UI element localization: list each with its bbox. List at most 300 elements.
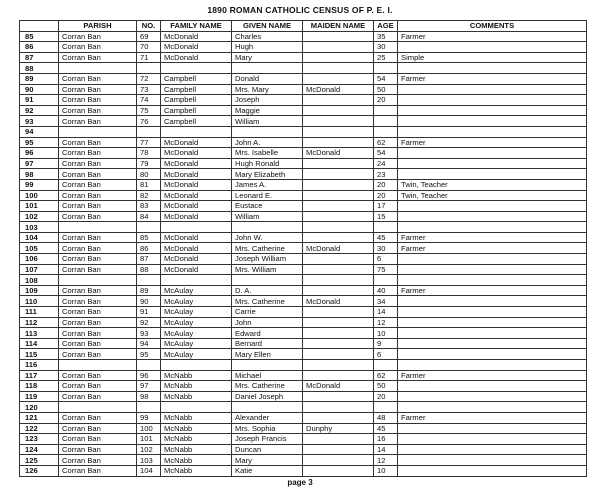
table-row — [20, 381, 587, 392]
maiden-name-cell — [303, 264, 374, 275]
comments-cell — [398, 126, 587, 137]
comments-cell — [398, 317, 587, 328]
parish-cell: Corran Ban — [59, 264, 137, 275]
age-cell — [374, 402, 398, 413]
page-number: page 3 — [287, 478, 313, 487]
comments-cell — [398, 158, 587, 169]
parish-cell: Corran Ban — [59, 42, 137, 53]
no-cell: 98 — [137, 391, 161, 402]
maiden-name-cell — [303, 338, 374, 349]
parish-cell: Corran Ban — [59, 95, 137, 106]
table-row — [20, 391, 587, 402]
given-name-cell: Donald — [232, 73, 303, 84]
maiden-name-cell — [303, 412, 374, 423]
row-number: 91 — [20, 95, 59, 106]
given-name-cell — [232, 275, 303, 286]
table-row — [20, 328, 587, 339]
family-name-cell: McDonald — [161, 201, 232, 212]
family-name-cell: McNabb — [161, 455, 232, 466]
maiden-name-cell — [303, 169, 374, 180]
age-cell: 6 — [374, 349, 398, 360]
age-cell — [374, 360, 398, 371]
table-body — [20, 31, 587, 476]
table-row — [20, 137, 587, 148]
comments-cell — [398, 349, 587, 360]
row-number: 124 — [20, 444, 59, 455]
parish-cell: Corran Ban — [59, 412, 137, 423]
given-name-cell: Charles — [232, 31, 303, 42]
row-number: 87 — [20, 52, 59, 63]
maiden-name-cell: Dunphy — [303, 423, 374, 434]
row-number: 122 — [20, 423, 59, 434]
row-number: 99 — [20, 179, 59, 190]
no-cell: 89 — [137, 285, 161, 296]
family-name-cell: McDonald — [161, 148, 232, 159]
table-row — [20, 264, 587, 275]
family-name-cell: Campbell — [161, 73, 232, 84]
row-number: 109 — [20, 285, 59, 296]
family-name-cell: McNabb — [161, 434, 232, 445]
row-number: 102 — [20, 211, 59, 222]
row-number: 106 — [20, 254, 59, 265]
parish-cell: Corran Ban — [59, 232, 137, 243]
family-name-cell: McNabb — [161, 423, 232, 434]
given-name-cell — [232, 402, 303, 413]
given-name-cell: Alexander — [232, 412, 303, 423]
family-name-cell: Campbell — [161, 95, 232, 106]
given-name-cell — [232, 63, 303, 74]
no-cell: 103 — [137, 455, 161, 466]
table-row — [20, 95, 587, 106]
no-cell: 87 — [137, 254, 161, 265]
row-number: 98 — [20, 169, 59, 180]
census-table — [19, 20, 587, 477]
row-number: 108 — [20, 275, 59, 286]
given-name-cell: Daniel Joseph — [232, 391, 303, 402]
age-cell: 45 — [374, 232, 398, 243]
row-number: 101 — [20, 201, 59, 212]
maiden-name-cell — [303, 211, 374, 222]
no-cell: 85 — [137, 232, 161, 243]
comments-cell: Simple — [398, 52, 587, 63]
given-name-cell: Joseph — [232, 95, 303, 106]
given-name-cell: James A. — [232, 179, 303, 190]
row-number: 123 — [20, 434, 59, 445]
maiden-name-cell — [303, 434, 374, 445]
given-name-cell — [232, 360, 303, 371]
age-cell: 10 — [374, 465, 398, 476]
age-cell — [374, 63, 398, 74]
family-name-cell — [161, 360, 232, 371]
parish-cell: Corran Ban — [59, 465, 137, 476]
maiden-name-cell — [303, 360, 374, 371]
maiden-name-cell — [303, 126, 374, 137]
parish-cell: Corran Ban — [59, 296, 137, 307]
page-title: 1890 ROMAN CATHOLIC CENSUS OF P. E. I. — [207, 5, 393, 15]
table-row — [20, 243, 587, 254]
comments-cell — [398, 434, 587, 445]
given-name-cell: John — [232, 317, 303, 328]
given-name-cell: Joseph William — [232, 254, 303, 265]
parish-cell: Corran Ban — [59, 444, 137, 455]
row-number: 107 — [20, 264, 59, 275]
maiden-name-cell — [303, 402, 374, 413]
family-name-cell: McDonald — [161, 232, 232, 243]
age-header: AGE — [374, 21, 398, 32]
table-row — [20, 42, 587, 53]
given-name-cell: Mary Ellen — [232, 349, 303, 360]
given-name-cell: Mary Elizabeth — [232, 169, 303, 180]
parish-cell: Corran Ban — [59, 73, 137, 84]
age-cell: 54 — [374, 73, 398, 84]
age-cell: 40 — [374, 285, 398, 296]
row-number: 126 — [20, 465, 59, 476]
comments-cell — [398, 211, 587, 222]
row-number: 117 — [20, 370, 59, 381]
no-cell — [137, 222, 161, 233]
age-cell: 16 — [374, 434, 398, 445]
row-number: 112 — [20, 317, 59, 328]
maiden-name-cell — [303, 201, 374, 212]
given-name-cell: Joseph Francis — [232, 434, 303, 445]
family-name-cell: Campbell — [161, 84, 232, 95]
maiden-name-cell — [303, 222, 374, 233]
parish-cell: Corran Ban — [59, 243, 137, 254]
parish-cell: Corran Ban — [59, 434, 137, 445]
comments-cell — [398, 296, 587, 307]
parish-cell: Corran Ban — [59, 211, 137, 222]
table-row — [20, 31, 587, 42]
given-name-cell: Duncan — [232, 444, 303, 455]
maiden-name-cell — [303, 465, 374, 476]
maiden-name-cell — [303, 95, 374, 106]
parish-cell: Corran Ban — [59, 158, 137, 169]
family-name-cell — [161, 402, 232, 413]
family-name-cell: McAulay — [161, 307, 232, 318]
given-name-cell: Mrs. Catherine — [232, 381, 303, 392]
comments-cell: Farmer — [398, 370, 587, 381]
parish-cell: Corran Ban — [59, 349, 137, 360]
comments-cell — [398, 264, 587, 275]
family-name-cell: McDonald — [161, 52, 232, 63]
maiden-name-cell — [303, 73, 374, 84]
comments-cell: Farmer — [398, 285, 587, 296]
no-cell: 101 — [137, 434, 161, 445]
maiden-name-cell — [303, 328, 374, 339]
given-name-cell: Maggie — [232, 105, 303, 116]
no-cell — [137, 63, 161, 74]
comments-cell — [398, 201, 587, 212]
given-name-cell: Mary — [232, 455, 303, 466]
no-cell: 81 — [137, 179, 161, 190]
table-row — [20, 285, 587, 296]
no-cell: 90 — [137, 296, 161, 307]
parish-cell — [59, 402, 137, 413]
comments-cell — [398, 116, 587, 127]
no-cell: 75 — [137, 105, 161, 116]
maiden-name-cell — [303, 232, 374, 243]
table-row — [20, 73, 587, 84]
table-row — [20, 148, 587, 159]
row-number: 86 — [20, 42, 59, 53]
family-name-cell: McDonald — [161, 243, 232, 254]
age-cell: 12 — [374, 455, 398, 466]
maiden-name-cell — [303, 444, 374, 455]
no-cell: 88 — [137, 264, 161, 275]
comments-cell — [398, 42, 587, 53]
maiden-name-cell — [303, 285, 374, 296]
age-cell: 62 — [374, 370, 398, 381]
given-name-cell: Carrie — [232, 307, 303, 318]
row-number: 85 — [20, 31, 59, 42]
family-name-cell — [161, 275, 232, 286]
table-row — [20, 105, 587, 116]
no-cell: 82 — [137, 190, 161, 201]
maiden-name-cell — [303, 370, 374, 381]
family-name-cell: Campbell — [161, 105, 232, 116]
parish-cell: Corran Ban — [59, 254, 137, 265]
comments-cell — [398, 465, 587, 476]
family-name-cell: McAulay — [161, 296, 232, 307]
row-number: 90 — [20, 84, 59, 95]
row-number: 116 — [20, 360, 59, 371]
age-cell: 50 — [374, 84, 398, 95]
comments-cell: Farmer — [398, 31, 587, 42]
family-name-cell — [161, 63, 232, 74]
family-name-cell: McDonald — [161, 264, 232, 275]
row-number: 92 — [20, 105, 59, 116]
family-name-cell: McDonald — [161, 179, 232, 190]
row-number: 115 — [20, 349, 59, 360]
no-cell: 77 — [137, 137, 161, 148]
family-name-header: FAMILY NAME — [161, 21, 232, 32]
maiden-name-cell — [303, 63, 374, 74]
table-row — [20, 444, 587, 455]
given-name-cell: Mrs. Sophia — [232, 423, 303, 434]
maiden-name-cell — [303, 349, 374, 360]
maiden-name-cell — [303, 179, 374, 190]
comments-cell — [398, 402, 587, 413]
age-cell: 24 — [374, 158, 398, 169]
row-number: 97 — [20, 158, 59, 169]
parish-cell: Corran Ban — [59, 137, 137, 148]
table-row — [20, 402, 587, 413]
comments-cell: Farmer — [398, 137, 587, 148]
given-name-cell: Hugh Ronald — [232, 158, 303, 169]
maiden-name-cell — [303, 52, 374, 63]
parish-cell: Corran Ban — [59, 52, 137, 63]
age-cell: 54 — [374, 148, 398, 159]
given-name-cell: Mrs. Catherine — [232, 296, 303, 307]
family-name-cell — [161, 126, 232, 137]
table-row — [20, 434, 587, 445]
age-cell — [374, 105, 398, 116]
parish-cell: Corran Ban — [59, 338, 137, 349]
no-cell: 95 — [137, 349, 161, 360]
maiden-name-cell — [303, 137, 374, 148]
family-name-cell: McNabb — [161, 370, 232, 381]
maiden-name-header: MAIDEN NAME — [303, 21, 374, 32]
table-row — [20, 455, 587, 466]
given-name-cell: Michael — [232, 370, 303, 381]
no-cell: 92 — [137, 317, 161, 328]
family-name-cell — [161, 222, 232, 233]
no-cell: 96 — [137, 370, 161, 381]
age-cell: 25 — [374, 52, 398, 63]
age-cell: 34 — [374, 296, 398, 307]
comments-cell — [398, 338, 587, 349]
table-row — [20, 84, 587, 95]
no-cell: 94 — [137, 338, 161, 349]
given-name-cell: Edward — [232, 328, 303, 339]
parish-cell: Corran Ban — [59, 169, 137, 180]
maiden-name-cell: McDonald — [303, 148, 374, 159]
table-row — [20, 52, 587, 63]
comments-header: COMMENTS — [398, 21, 587, 32]
parish-header: PARISH — [59, 21, 137, 32]
family-name-cell: McNabb — [161, 465, 232, 476]
age-cell: 6 — [374, 254, 398, 265]
table-row — [20, 338, 587, 349]
family-name-cell: McAulay — [161, 328, 232, 339]
header-row — [20, 21, 587, 32]
given-name-cell: William — [232, 211, 303, 222]
table-row — [20, 222, 587, 233]
comments-cell — [398, 307, 587, 318]
parish-cell: Corran Ban — [59, 317, 137, 328]
comments-cell — [398, 275, 587, 286]
comments-cell — [398, 444, 587, 455]
family-name-cell: McDonald — [161, 211, 232, 222]
table-row — [20, 296, 587, 307]
row-number: 105 — [20, 243, 59, 254]
comments-cell — [398, 423, 587, 434]
family-name-cell: McNabb — [161, 444, 232, 455]
maiden-name-cell — [303, 307, 374, 318]
table-row — [20, 158, 587, 169]
parish-cell: Corran Ban — [59, 307, 137, 318]
given-name-cell: Bernard — [232, 338, 303, 349]
given-name-cell: Mrs. Mary — [232, 84, 303, 95]
family-name-cell: McAulay — [161, 338, 232, 349]
age-cell — [374, 126, 398, 137]
given-name-cell: Eustace — [232, 201, 303, 212]
age-cell: 9 — [374, 338, 398, 349]
age-cell — [374, 275, 398, 286]
row-number: 104 — [20, 232, 59, 243]
table-row — [20, 211, 587, 222]
table-row — [20, 190, 587, 201]
no-cell — [137, 402, 161, 413]
given-name-cell: Mrs. Catherine — [232, 243, 303, 254]
no-cell — [137, 126, 161, 137]
age-cell: 14 — [374, 307, 398, 318]
row-number: 121 — [20, 412, 59, 423]
family-name-cell: McAulay — [161, 285, 232, 296]
no-cell: 93 — [137, 328, 161, 339]
age-cell: 17 — [374, 201, 398, 212]
row-number: 113 — [20, 328, 59, 339]
age-cell: 20 — [374, 391, 398, 402]
no-cell: 72 — [137, 73, 161, 84]
parish-cell: Corran Ban — [59, 105, 137, 116]
age-cell — [374, 222, 398, 233]
row-number: 125 — [20, 455, 59, 466]
maiden-name-cell — [303, 275, 374, 286]
maiden-name-cell — [303, 190, 374, 201]
parish-cell: Corran Ban — [59, 84, 137, 95]
table-row — [20, 307, 587, 318]
parish-cell — [59, 63, 137, 74]
no-cell: 73 — [137, 84, 161, 95]
given-name-cell: Mrs. Isabelle — [232, 148, 303, 159]
comments-cell: Farmer — [398, 232, 587, 243]
parish-cell: Corran Ban — [59, 391, 137, 402]
given-name-cell: Mrs. William — [232, 264, 303, 275]
age-cell: 15 — [374, 211, 398, 222]
no-cell: 76 — [137, 116, 161, 127]
table-row — [20, 179, 587, 190]
comments-cell: Twin, Teacher — [398, 190, 587, 201]
row-number: 94 — [20, 126, 59, 137]
table-row — [20, 116, 587, 127]
table-row — [20, 63, 587, 74]
comments-cell: Farmer — [398, 412, 587, 423]
no-cell: 102 — [137, 444, 161, 455]
parish-cell: Corran Ban — [59, 328, 137, 339]
given-name-cell: John W. — [232, 232, 303, 243]
maiden-name-cell: McDonald — [303, 296, 374, 307]
comments-cell: Farmer — [398, 73, 587, 84]
no-header: NO. — [137, 21, 161, 32]
family-name-cell: McAulay — [161, 317, 232, 328]
comments-cell — [398, 254, 587, 265]
comments-cell: Twin, Teacher — [398, 179, 587, 190]
comments-cell — [398, 84, 587, 95]
age-cell: 14 — [374, 444, 398, 455]
given-name-cell — [232, 222, 303, 233]
no-cell: 97 — [137, 381, 161, 392]
age-cell: 35 — [374, 31, 398, 42]
row-number: 89 — [20, 73, 59, 84]
no-cell: 74 — [137, 95, 161, 106]
maiden-name-cell: McDonald — [303, 381, 374, 392]
no-cell: 78 — [137, 148, 161, 159]
table-row — [20, 254, 587, 265]
parish-cell: Corran Ban — [59, 179, 137, 190]
maiden-name-cell — [303, 42, 374, 53]
row-number: 114 — [20, 338, 59, 349]
parish-cell: Corran Ban — [59, 423, 137, 434]
parish-cell — [59, 222, 137, 233]
maiden-name-cell — [303, 455, 374, 466]
table-row — [20, 201, 587, 212]
table-row — [20, 317, 587, 328]
comments-cell — [398, 63, 587, 74]
age-cell: 30 — [374, 243, 398, 254]
given-name-cell: William — [232, 116, 303, 127]
row-number: 88 — [20, 63, 59, 74]
family-name-cell: McDonald — [161, 42, 232, 53]
age-cell: 10 — [374, 328, 398, 339]
family-name-cell: McDonald — [161, 190, 232, 201]
maiden-name-cell: McDonald — [303, 243, 374, 254]
no-cell: 99 — [137, 412, 161, 423]
parish-cell: Corran Ban — [59, 455, 137, 466]
given-name-header: GIVEN NAME — [232, 21, 303, 32]
parish-cell: Corran Ban — [59, 370, 137, 381]
family-name-cell: McDonald — [161, 31, 232, 42]
